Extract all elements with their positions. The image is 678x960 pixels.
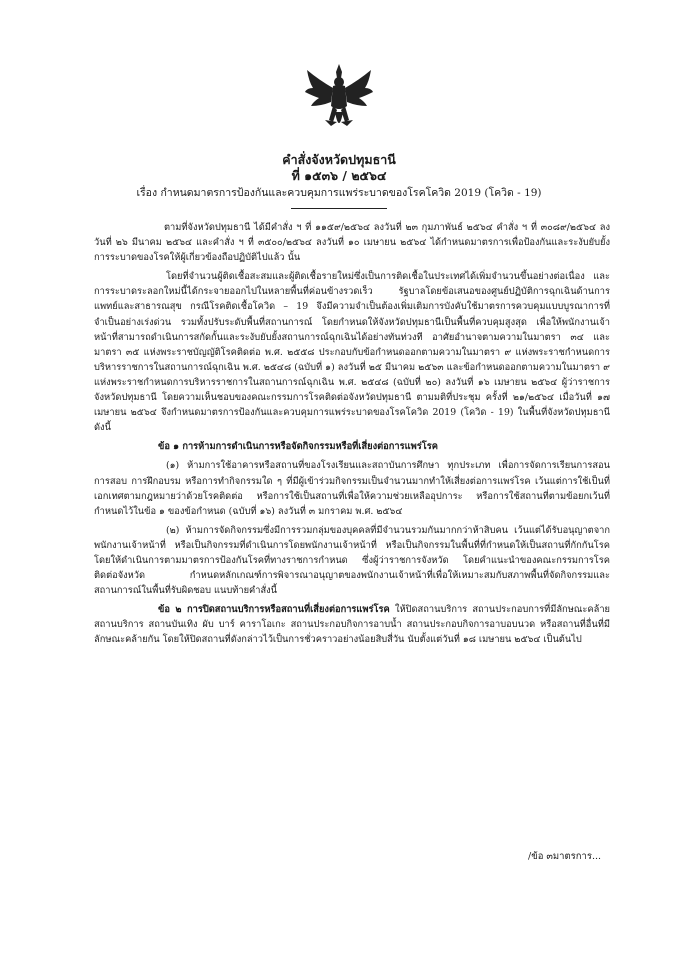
document-body	[94, 220, 610, 652]
garuda-emblem-icon	[303, 62, 375, 138]
document-subject: เรื่อง กำหนดมาตรการป้องกันและควบคุมการแพร่ระบาดของโรคโควิด 2019 (โควิด - 19)	[136, 187, 542, 199]
clause-1-heading	[94, 439, 610, 454]
paragraph-reference: ตามที่จังหวัดปทุมธานี ได้มีคำสั่ง ฯ ที่ ๑๑๕๙/๒๕๖๔ ลงวันที่ ๒๓ กุมภาพันธ์ ๒๕๖๔ คำสั่ง ฯ ที่ ๓๐๘๙/๒๕๖๔ ลงวันที่ ๒๖ มีนาคม ๒๕๖๔ และคำสั่ง ฯ ที่ ๓๕๐๐/๒๕๖๔ ลงวันที่ ๑๐ เมษายน ๒๕๖๔ ได้กำหนดมาตรการเพื่อป้องกันและระงับยับยั้งการระบาดของโรคให้ผู้เกี่ยวข้องถือปฏิบัติไปแล้ว นั้น	[94, 222, 610, 264]
clause-1-item-2: (๒) ห้ามการจัดกิจกรรมซึ่งมีการรวมกลุ่มของบุคคลที่มีจำนวนรวมกันมากกว่าห้าสิบคน เว้นแต่ได้รับอนุญาตจากพนักงานเจ้าหน้าที่ หรือเป็นกิจกรรมที่ดำเนินการโดยพนักงานเจ้าหน้าที่ หรือเป็นกิจกรรมในพื้นที่ที่กำหนดให้เป็นสถานที่กักกันโรค โดยให้ดำเนินการตามมาตรการป้องกันโรคที่ทางราชการกำหนด ซึ่งผู้ว่าราชการจังหวัด โดยคำแนะนำของคณะกรรมการโรคติดต่อจังหวัด กำหนดหลักเกณฑ์การพิจารณาอนุญาตของพนักงานเจ้าหน้าที่เพื่อให้เหมาะสมกับสภาพพื้นที่จัดกิจกรรมและสถานการณ์ในพื้นที่รับผิดชอบ แนบท้ายคำสั่งนี้	[94, 524, 610, 597]
clause-2-text: ให้ปิดสถานบริการ สถานประกอบการที่มีลักษณะคล้ายสถานบริการ สถานบันเทิง ผับ บาร์ คาราโอเกะ สถานประกอบกิจการอาบน้ำ สถานประกอบกิจการอาบอบนวด หรือสถานที่อื่นที่มีลักษณะคล้ายกัน โดยให้ปิดสถานที่ดังกล่าวไว้เป็นการชั่วคราวอย่างน้อยสิบสี่วัน นับตั้งแต่วันที่ ๑๘ เมษายน ๒๕๖๔ เป็นต้นไป	[94, 604, 610, 646]
clause-1-title: ข้อ ๑ การห้ามการดำเนินการหรือจัดกิจกรรมหรือที่เสี่ยงต่อการแพร่โรค	[158, 441, 438, 453]
document-title: คำสั่งจังหวัดปทุมธานี	[282, 152, 396, 167]
clause-1-item-1: (๑) ห้ามการใช้อาคารหรือสถานที่ของโรงเรียนและสถาบันการศึกษา ทุกประเภท เพื่อการจัดการเรียนการสอน การสอบ การฝึกอบรม หรือการทำกิจกรรมใด ๆ ที่มีผู้เข้าร่วมกิจกรรมเป็นจำนวนมากทำให้เสี่ยงต่อการแพร่โรค เว้นแต่การใช้เป็นที่เอกเทศตามกฎหมายว่าด้วยโรคติดต่อ หรือการใช้เป็นสถานที่เพื่อให้ความช่วยเหลืออุปการะ หรือการใช้สถานที่ตามข้อยกเว้นที่กำหนดไว้ในข้อ ๑ ของข้อกำหนด (ฉบับที่ ๑๖) ลงวันที่ ๓ มกราคม พ.ศ. ๒๕๖๔	[94, 460, 610, 517]
page-continuation: /ข้อ ๓มาตรการ...	[528, 851, 602, 862]
clause-2	[94, 602, 610, 647]
divider	[291, 208, 387, 209]
clause-2-title: ข้อ ๒ การปิดสถานบริการหรือสถานที่เสี่ยงต่อการแพร่โรค	[158, 604, 390, 616]
paragraph-rationale: โดยที่จำนวนผู้ติดเชื้อสะสมและผู้ติดเชื้อรายใหม่ซึ่งเป็นการติดเชื้อในประเทศได้เพิ่มจำนวนขึ้นอย่างต่อเนื่อง และการระบาดระลอกใหม่นี้ได้กระจายออกไปในหลายพื้นที่ค่อนข้างรวดเร็ว รัฐบาลโดยข้อเสนอของศูนย์ปฏิบัติการฉุกเฉินด้านการแพทย์และสาธารณสุข กรณีโรคติดเชื้อโควิด – 19 จึงมีความจำเป็นต้องเพิ่มเติมการบังคับใช้มาตรการควบคุมแบบบูรณาการที่จำเป็นอย่างเร่งด่วน รวมทั้งปรับระดับพื้นที่สถานการณ์ โดยกำหนดให้จังหวัดปทุมธานีเป็นพื้นที่ควบคุมสูงสุด เพื่อให้พนักงานเจ้าหน้าที่สามารถดำเนินการสกัดกั้นและระงับยับยั้งสถานการณ์ฉุกเฉินได้อย่างทันท่วงที อาศัยอำนาจตามความในมาตรา ๓๔ และมาตรา ๓๕ แห่งพระราชบัญญัติโรคติดต่อ พ.ศ. ๒๕๕๘ ประกอบกับข้อกำหนดออกตามความในมาตรา ๙ แห่งพระราชกำหนดการบริหารราชการในสถานการณ์ฉุกเฉิน พ.ศ. ๒๕๔๘ (ฉบับที่ ๑) ลงวันที่ ๒๕ มีนาคม ๒๕๖๓ และข้อกำหนดออกตามความในมาตรา ๙ แห่งพระราชกำหนดการบริหารราชการในสถานการณ์ฉุกเฉิน พ.ศ. ๒๕๔๘ (ฉบับที่ ๒๐) ลงวันที่ ๑๖ เมษายน ๒๕๖๔ ผู้ว่าราชการจังหวัดปทุมธานี โดยความเห็นชอบของคณะกรรมการโรคติดต่อจังหวัดปทุมธานี ตามมติที่ประชุม ครั้งที่ ๒๑/๒๕๖๔ เมื่อวันที่ ๑๗ เมษายน ๒๕๖๔ จึงกำหนดมาตรการป้องกันและควบคุมการแพร่ระบาดของโรคโควิด 2019 (โควิด - 19) ในพื้นที่จังหวัดปทุมธานี ดังนี้	[94, 271, 610, 434]
document-number: ที่ ๑๕๓๖ / ๒๕๖๔	[291, 168, 387, 183]
